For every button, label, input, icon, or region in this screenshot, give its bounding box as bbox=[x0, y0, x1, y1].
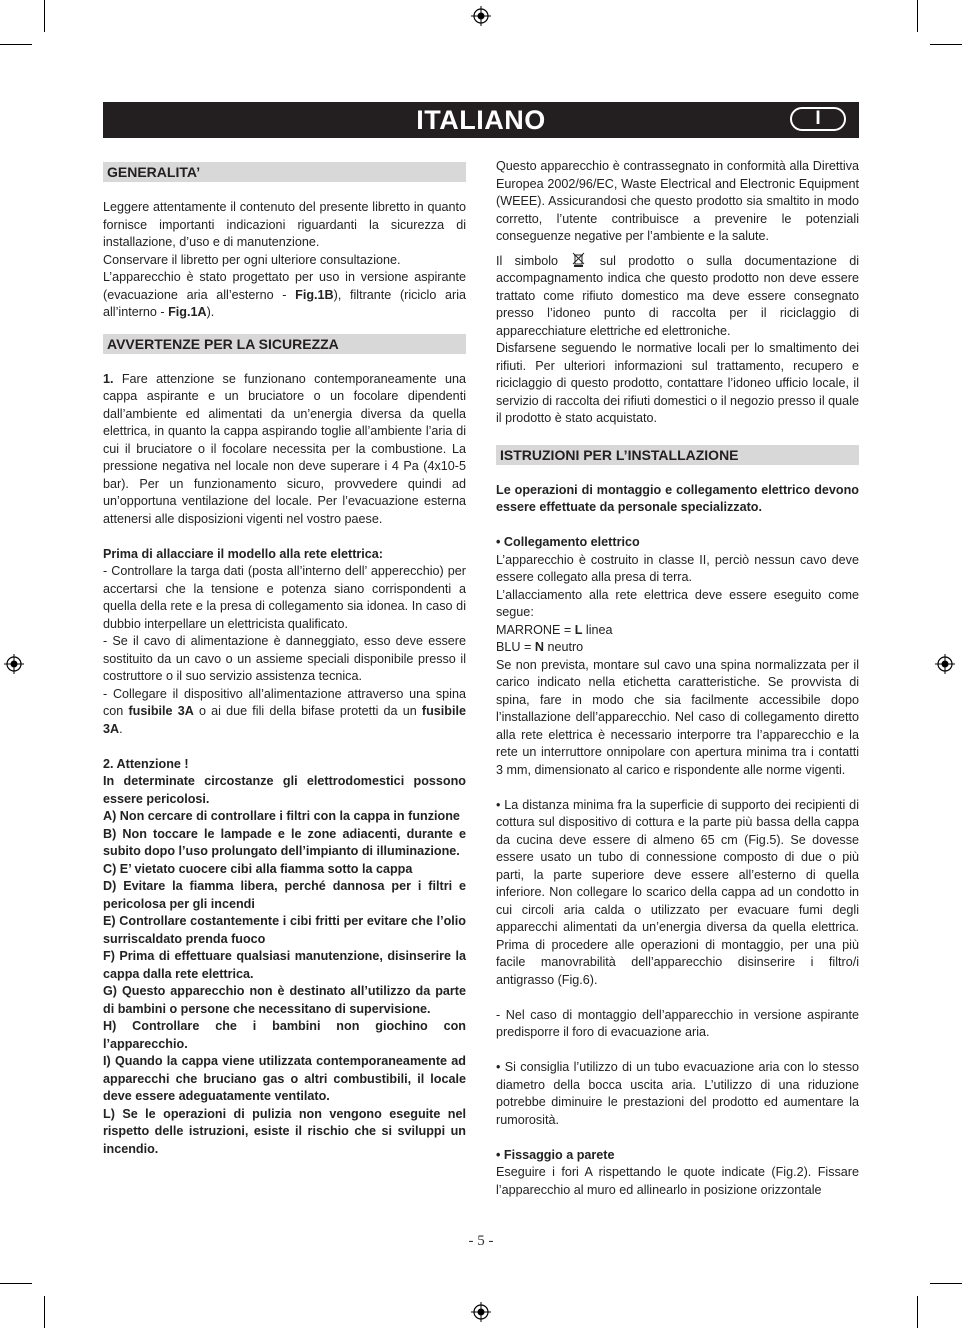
warning-item: I) Quando la cappa viene utilizzata contemporaneamente ad apparecchi che bruciano gas o altri combustibili, il locale deve essere adeguatamente ventilato. bbox=[103, 1054, 466, 1103]
crop-mark bbox=[0, 44, 32, 45]
paragraph: • La distanza minima fra la superficie di supporto dei recipienti di cottura sul dispositivo di cottura e la parte più bassa della cappa da cucina deve essere di almeno 65 cm (Fig.5). Se dovesse essere usato un tubo di connessione composto di due o più parti, la parte superiore deve essere all’esterno di quella inferiore. Non collegare lo scarico della cappa ad un condotto in cui circoli aria calda o utilizzato per evacuare fumi degli apparecchi alimentati da un’energia diversa da quella elettrica. Prima di procedere alle operazioni di montaggio, per una più facile manovrabilità dell’apparecchio disinserire i filtro/i antigrasso (Fig.6). bbox=[496, 797, 859, 987]
section-heading-installazione: ISTRUZIONI PER L’INSTALLAZIONE bbox=[496, 445, 859, 465]
registration-mark-icon bbox=[471, 1302, 491, 1322]
connection-heading: Prima di allacciare il modello alla rete elettrica: bbox=[103, 546, 383, 561]
page-number: - 5 - bbox=[468, 1233, 494, 1249]
crop-mark bbox=[917, 0, 918, 32]
crossed-bin-icon bbox=[572, 252, 585, 267]
crop-mark bbox=[0, 1283, 32, 1284]
paragraph: Eseguire i fori A rispettando le quote indicate (Fig.2). Fissare l’apparecchio al muro ed allinearlo in posizione orizzontale bbox=[496, 1165, 859, 1197]
registration-mark-icon bbox=[471, 6, 491, 26]
crop-mark bbox=[44, 0, 45, 32]
section-heading-avvertenze: AVVERTENZE PER LA SICUREZZA bbox=[103, 334, 466, 354]
paragraph: L’allacciamento alla rete elettrica deve essere eseguito come segue: bbox=[496, 587, 859, 619]
warning-2-heading: 2. Attenzione ! bbox=[103, 756, 189, 771]
paragraph: Disfarsene seguendo le normative locali per lo smaltimento dei rifiuti. Per ulteriori informazioni sul trattamento, recupero e riciclaggio di questo prodotto, contattare l’idoneo ufficio locale, il servizio di raccolta dei rifiuti domestici o il negozio presso il quale il prodotto è stato acquistato. bbox=[496, 341, 859, 425]
warning-item: E) Controllare costantemente i cibi fritti per evitare che l’olio surriscaldato prenda fuoco bbox=[103, 914, 466, 946]
warning-item: L) Se le operazioni di pulizia non vengono eseguite nel rispetto delle istruzioni, esiste il rischio che si sviluppi un incendio. bbox=[103, 1106, 466, 1156]
page-title: ITALIANO bbox=[416, 105, 546, 135]
paragraph: Se non prevista, montare sul cavo una spina normalizzata per il carico indicato nella etichetta caratteristiche. Se provvista di spina, fare in modo che sia facilmente accessibile dopo l’installazione dell’apparecchio. Nel caso di collegamento diretto alla rete elettrica è necessario interporre tra l’apparecchio e la rete un interruttore onnipolare con apertura minima tra i contatti 3 mm, dimensionato al carico e rispondente alle norme vigenti. bbox=[496, 657, 859, 777]
paragraph: Questo apparecchio è contrassegnato in conformità alla Direttiva Europea 2002/96/EC, Waste Electrical and Electronic Equipment (WEEE). Assicurandosi che questo prodotto sia smaltito in modo corretto, l’utente contribuisce a prevenire le potenziali conseguenze negative per l’ambiente e la salute. bbox=[496, 159, 859, 243]
warning-item: H) Controllare che i bambini non giochino con l’apparecchio. bbox=[103, 1019, 466, 1051]
installation-intro: Le operazioni di montaggio e collegamento elettrico devono essere effettuate da personale specializzato. bbox=[496, 482, 859, 514]
warning-item: C) E’ vietato cuocere cibi alla fiamma sotto la cappa bbox=[103, 861, 413, 876]
paragraph: L’apparecchio è costruito in classe II, perciò nessun cavo deve essere collegato alla presa di terra. bbox=[496, 552, 859, 584]
warning-2-intro: In determinate circostanze gli elettrodomestici possono essere pericolosi. bbox=[103, 774, 466, 806]
crop-mark bbox=[930, 44, 962, 45]
section-heading-generalita: GENERALITA’ bbox=[103, 162, 466, 182]
paragraph: Conservare il libretto per ogni ulteriore consultazione. bbox=[103, 252, 401, 267]
paragraph: - Nel caso di montaggio dell’apparecchio in versione aspirante predisporre il foro di evacuazione aria. bbox=[496, 1007, 859, 1039]
wire-blue: BLU = N neutro bbox=[496, 640, 584, 654]
paragraph: - Controllare la targa dati (posta all’interno dell’ apperecchio) per accertarsi che la tensione e potenza siano corrispondenti a quella della rete e la presa di collegamento sia idonea. In caso di dubbio interpellare un elettricista qualificato. bbox=[103, 564, 466, 631]
wire-brown: MARRONE = L linea bbox=[496, 622, 613, 637]
right-column bbox=[496, 158, 859, 1199]
warning-item: B) Non toccare le lampade e le zone adiacenti, durante e subito dopo l’uso prolungato dell’impianto di illuminazione. bbox=[103, 826, 466, 858]
warning-item: G) Questo apparecchio non è destinato all’utilizzo da parte di bambini o persone che necessitano di supervisione. bbox=[103, 984, 466, 1016]
paragraph: - Collegare il dispositivo all’alimentazione attraverso una spina con fusibile 3A o ai due fili della bifase protetti da un fusibile 3A. bbox=[103, 686, 466, 736]
warning-item: F) Prima di effettuare qualsiasi manutenzione, disinserire la cappa dalla rete elettrica. bbox=[103, 949, 466, 981]
warning-1: 1. Fare attenzione se funzionano contemporaneamente una cappa aspirante e un bruciatore o un focolare dipendenti dall’ambiente ed alimentati da un’energia diversa da quella elettrica, in quanto la cappa aspirando toglie all’ambiente l’aria di cui il bruciatore o il focolare necessita per la combustione. La pressione negativa nel locale non deve superare i 4 Pa (4x10-5 bar). Per un funzionamento sicuro, provvedere quindi ad un’opportuna ventilazione del locale. Per l’evacuazione esterna attenersi alle disposizioni vigenti nel vostro paese. bbox=[103, 371, 466, 526]
paragraph: Leggere attentamente il contenuto del presente libretto in quanto fornisce importanti indicazioni riguardanti la sicurezza di installazione, d’uso e di manutenzione. bbox=[103, 200, 466, 249]
crop-mark bbox=[917, 1296, 918, 1328]
warning-item: A) Non cercare di controllare i filtri con la cappa in funzione bbox=[103, 809, 460, 823]
warning-item: D) Evitare la fiamma libera, perché dannosa per i filtri e pericolosa per gli incendi bbox=[103, 879, 466, 911]
paragraph: • Si consiglia l’utilizzo di un tubo evacuazione aria con lo stesso diametro della bocca uscita aria. L’utilizzo di una riduzione potrebbe diminuire le prestazioni del prodotto ed aumentare la rumorosità. bbox=[496, 1060, 859, 1127]
language-header-bar bbox=[103, 102, 859, 138]
language-badge: I bbox=[790, 107, 846, 131]
wall-mount-heading: • Fissaggio a parete bbox=[496, 1147, 615, 1162]
crop-mark bbox=[44, 1296, 45, 1328]
registration-mark-icon bbox=[4, 654, 24, 674]
paragraph: Il simbolo sul prodotto o sulla documentazione di accompagnamento indica che questo prodotto non deve essere trattato come rifiuto domestico ma deve essere consegnato presso l’idoneo punto di raccolta per il riciclaggio di apparecchiature elettriche ed elettroniche. bbox=[496, 253, 859, 338]
paragraph: - Se il cavo di alimentazione è danneggiato, esso deve essere sostituito da un cavo o un assieme speciali disponibile presso il costruttore o il suo servizio assistenza tecnica. bbox=[103, 634, 466, 683]
left-column bbox=[103, 162, 466, 1158]
registration-mark-icon bbox=[935, 654, 955, 674]
crop-mark bbox=[930, 1283, 962, 1284]
paragraph: L’apparecchio è stato progettato per uso in versione aspirante (evacuazione aria all’esterno - Fig.1B), filtrante (riciclo aria all’interno - Fig.1A). bbox=[103, 270, 466, 319]
electrical-heading: • Collegamento elettrico bbox=[496, 535, 640, 549]
